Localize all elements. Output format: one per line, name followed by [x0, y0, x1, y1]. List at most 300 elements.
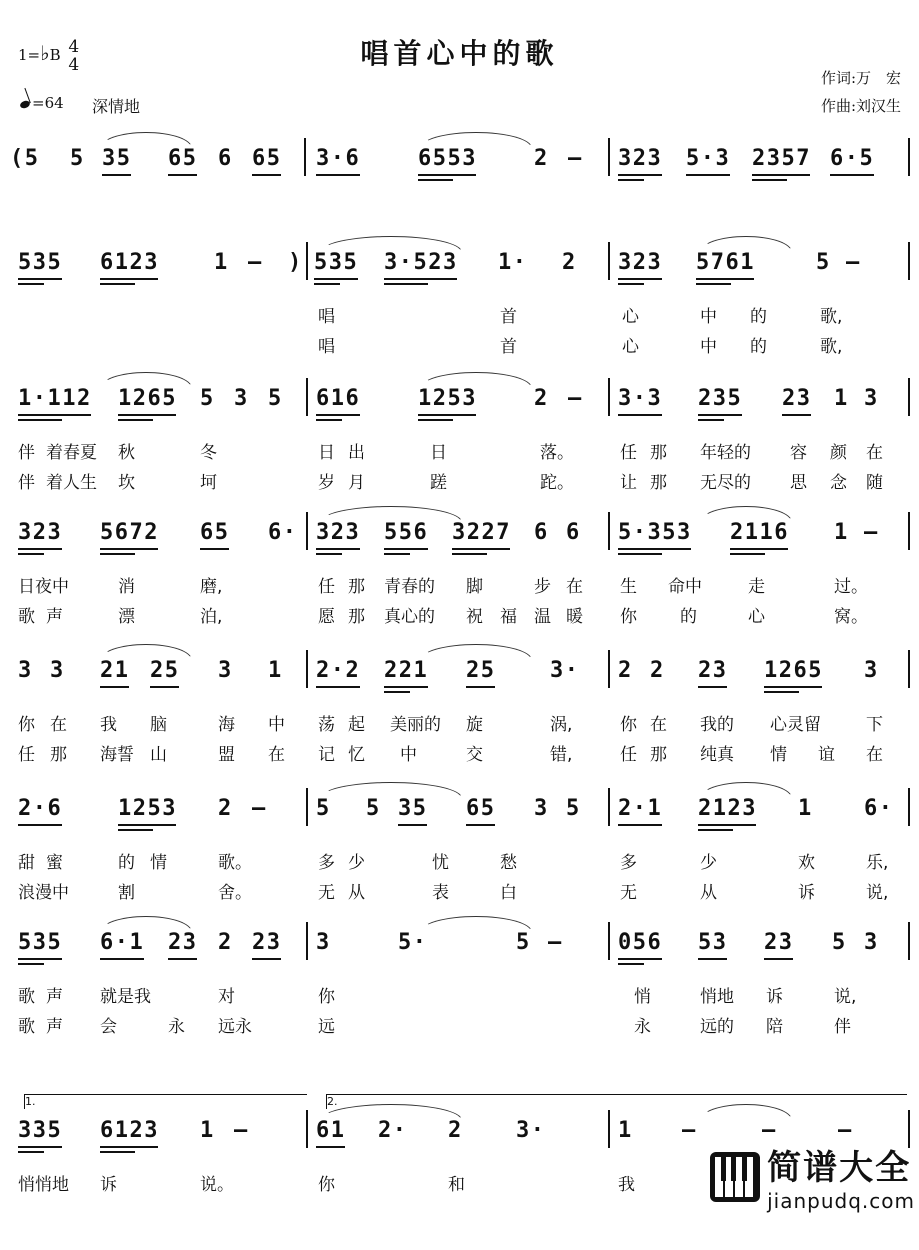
lyric-verse-2: 声 [46, 607, 63, 627]
note-group: 535 [18, 250, 63, 275]
note-group: – [762, 1118, 777, 1143]
lyric-verse-1: 消 [118, 577, 135, 597]
bar-line [908, 138, 910, 176]
bar-line [908, 922, 910, 960]
bar-line [306, 242, 308, 280]
lyric-verse-1: 说, [834, 987, 857, 1007]
beam-underline [686, 174, 730, 176]
beam-underline [18, 1146, 62, 1148]
lyric-verse-1: 日 [430, 443, 447, 463]
note-group: 323 [618, 250, 663, 275]
lyric-verse-1: 就是我 [100, 987, 151, 1007]
staff-line [0, 368, 919, 518]
lyric-verse-2: 任 [18, 745, 35, 765]
note-group: 5 [832, 930, 847, 955]
lyric-verse-2: 心 [622, 337, 639, 357]
lyric-verse-1: 歌, [820, 307, 843, 327]
watermark-url: jianpudq.com [767, 1189, 915, 1213]
note-group: 3 [18, 658, 33, 683]
lyric-verse-2: 声 [46, 1017, 63, 1037]
note-group: 3 [50, 658, 65, 683]
lyric-verse-1: 诉 [766, 987, 783, 1007]
lyric-verse-1: 中 [700, 307, 717, 327]
note-group: 65 [466, 796, 496, 821]
bar-line [306, 922, 308, 960]
note-group: 3 [864, 930, 879, 955]
note-group: 323 [316, 520, 361, 545]
note-group: 556 [384, 520, 429, 545]
bar-line [306, 378, 308, 416]
beam-underline [18, 414, 91, 416]
staff-line [0, 640, 919, 790]
lyric-verse-2: 远的 [700, 1017, 734, 1037]
note-group: 3 [864, 386, 879, 411]
beam-underline [418, 419, 453, 421]
lyric-verse-2: 歌, [820, 337, 843, 357]
beam-underline [618, 824, 662, 826]
note-group: 2 [534, 386, 549, 411]
tempo-marking [20, 94, 64, 112]
lyric-verse-2: 海誓 [100, 745, 134, 765]
lyric-verse-2: 首 [500, 337, 517, 357]
lyric-verse-2: 盟 [218, 745, 235, 765]
beam-underline [100, 553, 135, 555]
note-group: 6 [218, 146, 233, 171]
note-group: 1253 [118, 796, 177, 821]
note-group: 23 [168, 930, 198, 955]
beam-underline [764, 691, 799, 693]
key-letter: B [49, 46, 61, 64]
note-group: 221 [384, 658, 429, 683]
note-group: 616 [316, 386, 361, 411]
beam-underline [384, 691, 410, 693]
slur-mark [420, 132, 532, 148]
lyric-verse-2: 浪漫中 [18, 883, 69, 903]
lyric-verse-2: 漂 [118, 607, 135, 627]
note-group: 2·2 [316, 658, 361, 683]
beam-underline [764, 686, 822, 688]
note-group: – [248, 250, 263, 275]
lyric-verse-1: 脑 [150, 715, 167, 735]
lyric-verse-1: 秋 [118, 443, 135, 463]
beam-underline [100, 686, 129, 688]
beam-underline [100, 283, 135, 285]
bar-line [608, 1110, 610, 1148]
slur-mark [320, 236, 462, 252]
time-unit: 4 [68, 55, 80, 75]
slur-mark [420, 372, 532, 388]
beam-underline [698, 686, 727, 688]
note-group: 5 [366, 796, 381, 821]
lyric-verse-2: 说, [866, 883, 889, 903]
lyric-verse-1: 情 [150, 853, 167, 873]
beam-underline [168, 958, 197, 960]
credits [821, 64, 901, 120]
note-group: 3 [864, 658, 879, 683]
note-group: 2123 [698, 796, 757, 821]
note-group: 25 [466, 658, 496, 683]
beam-underline [698, 824, 756, 826]
lyric-verse-1: 悄地 [700, 987, 734, 1007]
beam-underline [618, 174, 662, 176]
note-group: 1253 [418, 386, 477, 411]
bar-line [908, 650, 910, 688]
lyric-verse-1: 伴 [18, 443, 35, 463]
note-group: 5 [70, 146, 85, 171]
lyric-verse-1: 悄悄地 [18, 1175, 69, 1195]
lyric-verse-1: 那 [348, 577, 365, 597]
beam-underline [752, 174, 810, 176]
lyric-verse-1: 生 [620, 577, 637, 597]
beam-underline [466, 824, 495, 826]
lyric-verse-2: 永 [634, 1017, 651, 1037]
beam-underline [466, 686, 495, 688]
lyric-verse-2: 思 [790, 473, 807, 493]
watermark-title: 简谱大全 [767, 1148, 912, 1188]
note-group: 5· [398, 930, 428, 955]
note-group: 3· [550, 658, 580, 683]
staff-line [0, 778, 919, 928]
note-group: 21 [100, 658, 130, 683]
lyric-verse-1: 年轻的 [700, 443, 751, 463]
lyric-verse-1: 我的 [700, 715, 734, 735]
note-group: 3· [516, 1118, 546, 1143]
beam-underline [730, 553, 765, 555]
beam-underline [316, 548, 360, 550]
lyric-verse-2: 谊 [818, 745, 835, 765]
lyric-verse-1: 美丽的 [390, 715, 441, 735]
note-group: 5 [268, 386, 283, 411]
note-group: – [864, 520, 879, 545]
lyric-verse-1: 出 [348, 443, 365, 463]
bar-line [908, 512, 910, 550]
quarter-note-icon [19, 99, 31, 109]
beam-underline [316, 174, 360, 176]
piano-icon [709, 1151, 761, 1203]
beam-underline [618, 963, 644, 965]
lyric-verse-1: 你 [620, 715, 637, 735]
lyric-verse-1: 在 [866, 443, 883, 463]
slur-mark [700, 236, 792, 252]
beam-underline [118, 419, 153, 421]
lyric-verse-2: 泊, [200, 607, 223, 627]
lyric-verse-1: 过。 [834, 577, 868, 597]
note-group: 323 [18, 520, 63, 545]
lyric-verse-2: 忆 [348, 745, 365, 765]
note-group: 2357 [752, 146, 811, 171]
note-group: 5·353 [618, 520, 692, 545]
note-group: 3·523 [384, 250, 458, 275]
note-group: 23 [698, 658, 728, 683]
beam-underline [18, 548, 62, 550]
expression-marking: 深情地 [92, 97, 141, 116]
key-prefix: 1= [18, 46, 41, 64]
note-group: – [234, 1118, 249, 1143]
lyric-verse-1: 唱 [318, 307, 335, 327]
watermark [709, 1140, 915, 1213]
time-signature [68, 38, 79, 74]
staff-line [0, 912, 919, 1062]
lyric-verse-2: 福 [500, 607, 517, 627]
note-group: 1 [798, 796, 813, 821]
note-group: 1 [200, 1118, 215, 1143]
beam-underline [18, 278, 62, 280]
lyric-verse-1: 日夜中 [18, 577, 69, 597]
lyric-verse-1: 青春的 [384, 577, 435, 597]
lyric-verse-1: 心灵留 [770, 715, 821, 735]
lyric-verse-2: 歌 [18, 607, 35, 627]
beam-underline [252, 958, 281, 960]
note-group: – [568, 386, 583, 411]
lyric-verse-1: 日 [318, 443, 335, 463]
beam-underline [168, 174, 197, 176]
beam-underline [200, 548, 229, 550]
note-group: 3 [534, 796, 549, 821]
lyric-verse-2: 的 [680, 607, 697, 627]
beam-underline [452, 548, 510, 550]
lyric-verse-2: 中 [700, 337, 717, 357]
lyric-verse-2: 坎 [118, 473, 135, 493]
beam-underline [698, 419, 724, 421]
beam-underline [18, 283, 44, 285]
lyric-verse-2: 愿 [318, 607, 335, 627]
beam-underline [618, 958, 662, 960]
lyric-verse-2: 白 [500, 883, 517, 903]
beam-underline [314, 283, 340, 285]
lyric-verse-1: 磨, [200, 577, 223, 597]
note-group: 323 [618, 146, 663, 171]
note-group: 6· [864, 796, 894, 821]
lyric-verse-1: 任 [318, 577, 335, 597]
note-group: 23 [764, 930, 794, 955]
bar-line [608, 650, 610, 688]
lyric-verse-1: 你 [18, 715, 35, 735]
note-group: 35 [398, 796, 428, 821]
lyric-verse-1: 走 [748, 577, 765, 597]
lyric-verse-1: 下 [866, 715, 883, 735]
lyric-verse-2: 在 [268, 745, 285, 765]
note-group: (5 [10, 146, 40, 171]
beam-underline [452, 553, 487, 555]
note-group: 25 [150, 658, 180, 683]
staff-line [0, 502, 919, 652]
note-group: 61 [316, 1118, 346, 1143]
lyric-verse-1: 那 [650, 443, 667, 463]
lyric-verse-1: 声 [46, 987, 63, 1007]
lyric-verse-1: 歌。 [218, 853, 252, 873]
lyric-verse-1: 在 [650, 715, 667, 735]
slur-mark [700, 506, 792, 522]
note-group: 2 [218, 930, 233, 955]
beam-underline [314, 278, 358, 280]
beam-underline [252, 174, 281, 176]
note-group: 2 [448, 1118, 463, 1143]
note-group: 6123 [100, 1118, 159, 1143]
lyric-verse-2: 坷 [200, 473, 217, 493]
lyric-verse-2: 随 [866, 473, 883, 493]
beam-underline [18, 1151, 44, 1153]
note-group: 5 [200, 386, 215, 411]
lyric-verse-2: 纯真 [700, 745, 734, 765]
lyric-verse-2: 在 [866, 745, 883, 765]
lyric-verse-2: 表 [432, 883, 449, 903]
staff-line [0, 232, 919, 382]
beam-underline [730, 548, 788, 550]
lyric-verse-1: 着春夏 [46, 443, 97, 463]
note-group: 1 [214, 250, 229, 275]
note-group: 2 [534, 146, 549, 171]
lyric-verse-1: 说。 [200, 1175, 234, 1195]
lyric-verse-1: 我 [100, 715, 117, 735]
lyric-verse-2: 舍。 [218, 883, 252, 903]
beam-underline [384, 553, 410, 555]
note-group: 5761 [696, 250, 755, 275]
lyric-verse-2: 歌 [18, 1017, 35, 1037]
note-group: 1 [834, 520, 849, 545]
lyric-verse-1: 在 [50, 715, 67, 735]
lyric-verse-2: 那 [650, 745, 667, 765]
beam-underline [764, 958, 793, 960]
beam-underline [618, 283, 644, 285]
lyric-verse-2: 诉 [798, 883, 815, 903]
beam-underline [150, 686, 179, 688]
note-group: 5672 [100, 520, 159, 545]
note-group: 3 [316, 930, 331, 955]
slur-mark [100, 644, 192, 660]
lyric-verse-1: 荡 [318, 715, 335, 735]
second-ending: 2. [326, 1094, 907, 1109]
beam-underline [418, 179, 453, 181]
beam-underline [698, 414, 742, 416]
note-group: 1·112 [18, 386, 92, 411]
lyric-verse-1: 你 [318, 987, 335, 1007]
lyric-verse-2: 让 [620, 473, 637, 493]
slur-mark [700, 782, 792, 798]
beam-underline [618, 414, 662, 416]
lyric-verse-2: 心 [748, 607, 765, 627]
beam-underline [618, 553, 662, 555]
bar-line [608, 922, 610, 960]
note-group: 6 [534, 520, 549, 545]
time-beats: 4 [68, 37, 80, 57]
beam-underline [782, 414, 811, 416]
beam-underline [18, 553, 44, 555]
lyric-verse-2: 永 [168, 1017, 185, 1037]
lyric-verse-1: 落。 [540, 443, 574, 463]
lyric-verse-1: 多 [318, 853, 335, 873]
note-group: 6123 [100, 250, 159, 275]
note-group: 1265 [764, 658, 823, 683]
note-group: 056 [618, 930, 663, 955]
lyric-verse-2: 陪 [766, 1017, 783, 1037]
lyric-verse-1: 对 [218, 987, 235, 1007]
note-group: – [682, 1118, 697, 1143]
note-group: 335 [18, 1118, 63, 1143]
lyric-verse-1: 甜 [18, 853, 35, 873]
beam-underline [418, 414, 476, 416]
note-group: 6553 [418, 146, 477, 171]
beam-underline [18, 963, 44, 965]
lyricist: 作词:万 宏 [820, 69, 901, 87]
lyric-verse-2: 无 [318, 883, 335, 903]
bar-line [608, 378, 610, 416]
slur-mark [420, 644, 532, 660]
note-group: 1 [834, 386, 849, 411]
lyric-verse-2: 唱 [318, 337, 335, 357]
note-group: 2· [378, 1118, 408, 1143]
lyric-verse-1: 蜜 [46, 853, 63, 873]
lyric-verse-1: 脚 [466, 577, 483, 597]
bar-line [908, 788, 910, 826]
note-group: 5 [316, 796, 331, 821]
lyric-verse-1: 歌 [18, 987, 35, 1007]
beam-underline [752, 179, 787, 181]
beam-underline [118, 824, 176, 826]
lyric-verse-1: 中 [268, 715, 285, 735]
note-group: – [548, 930, 563, 955]
lyric-verse-1: 首 [500, 307, 517, 327]
beam-underline [316, 419, 342, 421]
note-group: 6· [268, 520, 298, 545]
slur-mark [100, 916, 192, 932]
lyric-verse-1: 旋 [466, 715, 483, 735]
lyric-verse-1: 诉 [100, 1175, 117, 1195]
bar-line [608, 788, 610, 826]
lyric-verse-1: 愁 [500, 853, 517, 873]
lyric-verse-2: 跎。 [540, 473, 574, 493]
note-group: 2 [562, 250, 577, 275]
bar-line [306, 788, 308, 826]
lyric-verse-1: 在 [566, 577, 583, 597]
lyric-verse-2: 山 [150, 745, 167, 765]
beam-underline [118, 829, 153, 831]
note-group: 1265 [118, 386, 177, 411]
key-signature [18, 38, 79, 74]
bar-line [304, 138, 306, 176]
lyric-verse-1: 欢 [798, 853, 815, 873]
lyric-verse-2: 月 [348, 473, 365, 493]
lyric-verse-1: 步 [534, 577, 551, 597]
beam-underline [384, 278, 457, 280]
lyric-verse-1: 我 [618, 1175, 635, 1195]
lyric-verse-1: 少 [700, 853, 717, 873]
lyric-verse-1: 乐, [866, 853, 889, 873]
lyric-verse-1: 起 [348, 715, 365, 735]
note-group: 2·6 [18, 796, 63, 821]
first-ending: 1. [24, 1094, 307, 1109]
note-group: 65 [168, 146, 198, 171]
lyric-verse-1: 你 [318, 1175, 335, 1195]
lyric-verse-2: 暖 [566, 607, 583, 627]
lyric-verse-2: 无 [620, 883, 637, 903]
note-group: 6·5 [830, 146, 875, 171]
lyric-verse-2: 无尽的 [700, 473, 751, 493]
lyric-verse-2: 伴 [834, 1017, 851, 1037]
slur-mark [320, 506, 462, 522]
lyric-verse-2: 任 [620, 745, 637, 765]
note-group: 5 [516, 930, 531, 955]
lyric-verse-2: 那 [348, 607, 365, 627]
beam-underline [18, 824, 62, 826]
slur-mark [420, 916, 532, 932]
beam-underline [618, 548, 691, 550]
beam-underline [100, 1151, 135, 1153]
beam-underline [100, 278, 158, 280]
flat-sign: ♭ [40, 41, 50, 65]
lyric-verse-2: 你 [620, 607, 637, 627]
lyric-verse-1: 任 [620, 443, 637, 463]
bar-line [306, 650, 308, 688]
